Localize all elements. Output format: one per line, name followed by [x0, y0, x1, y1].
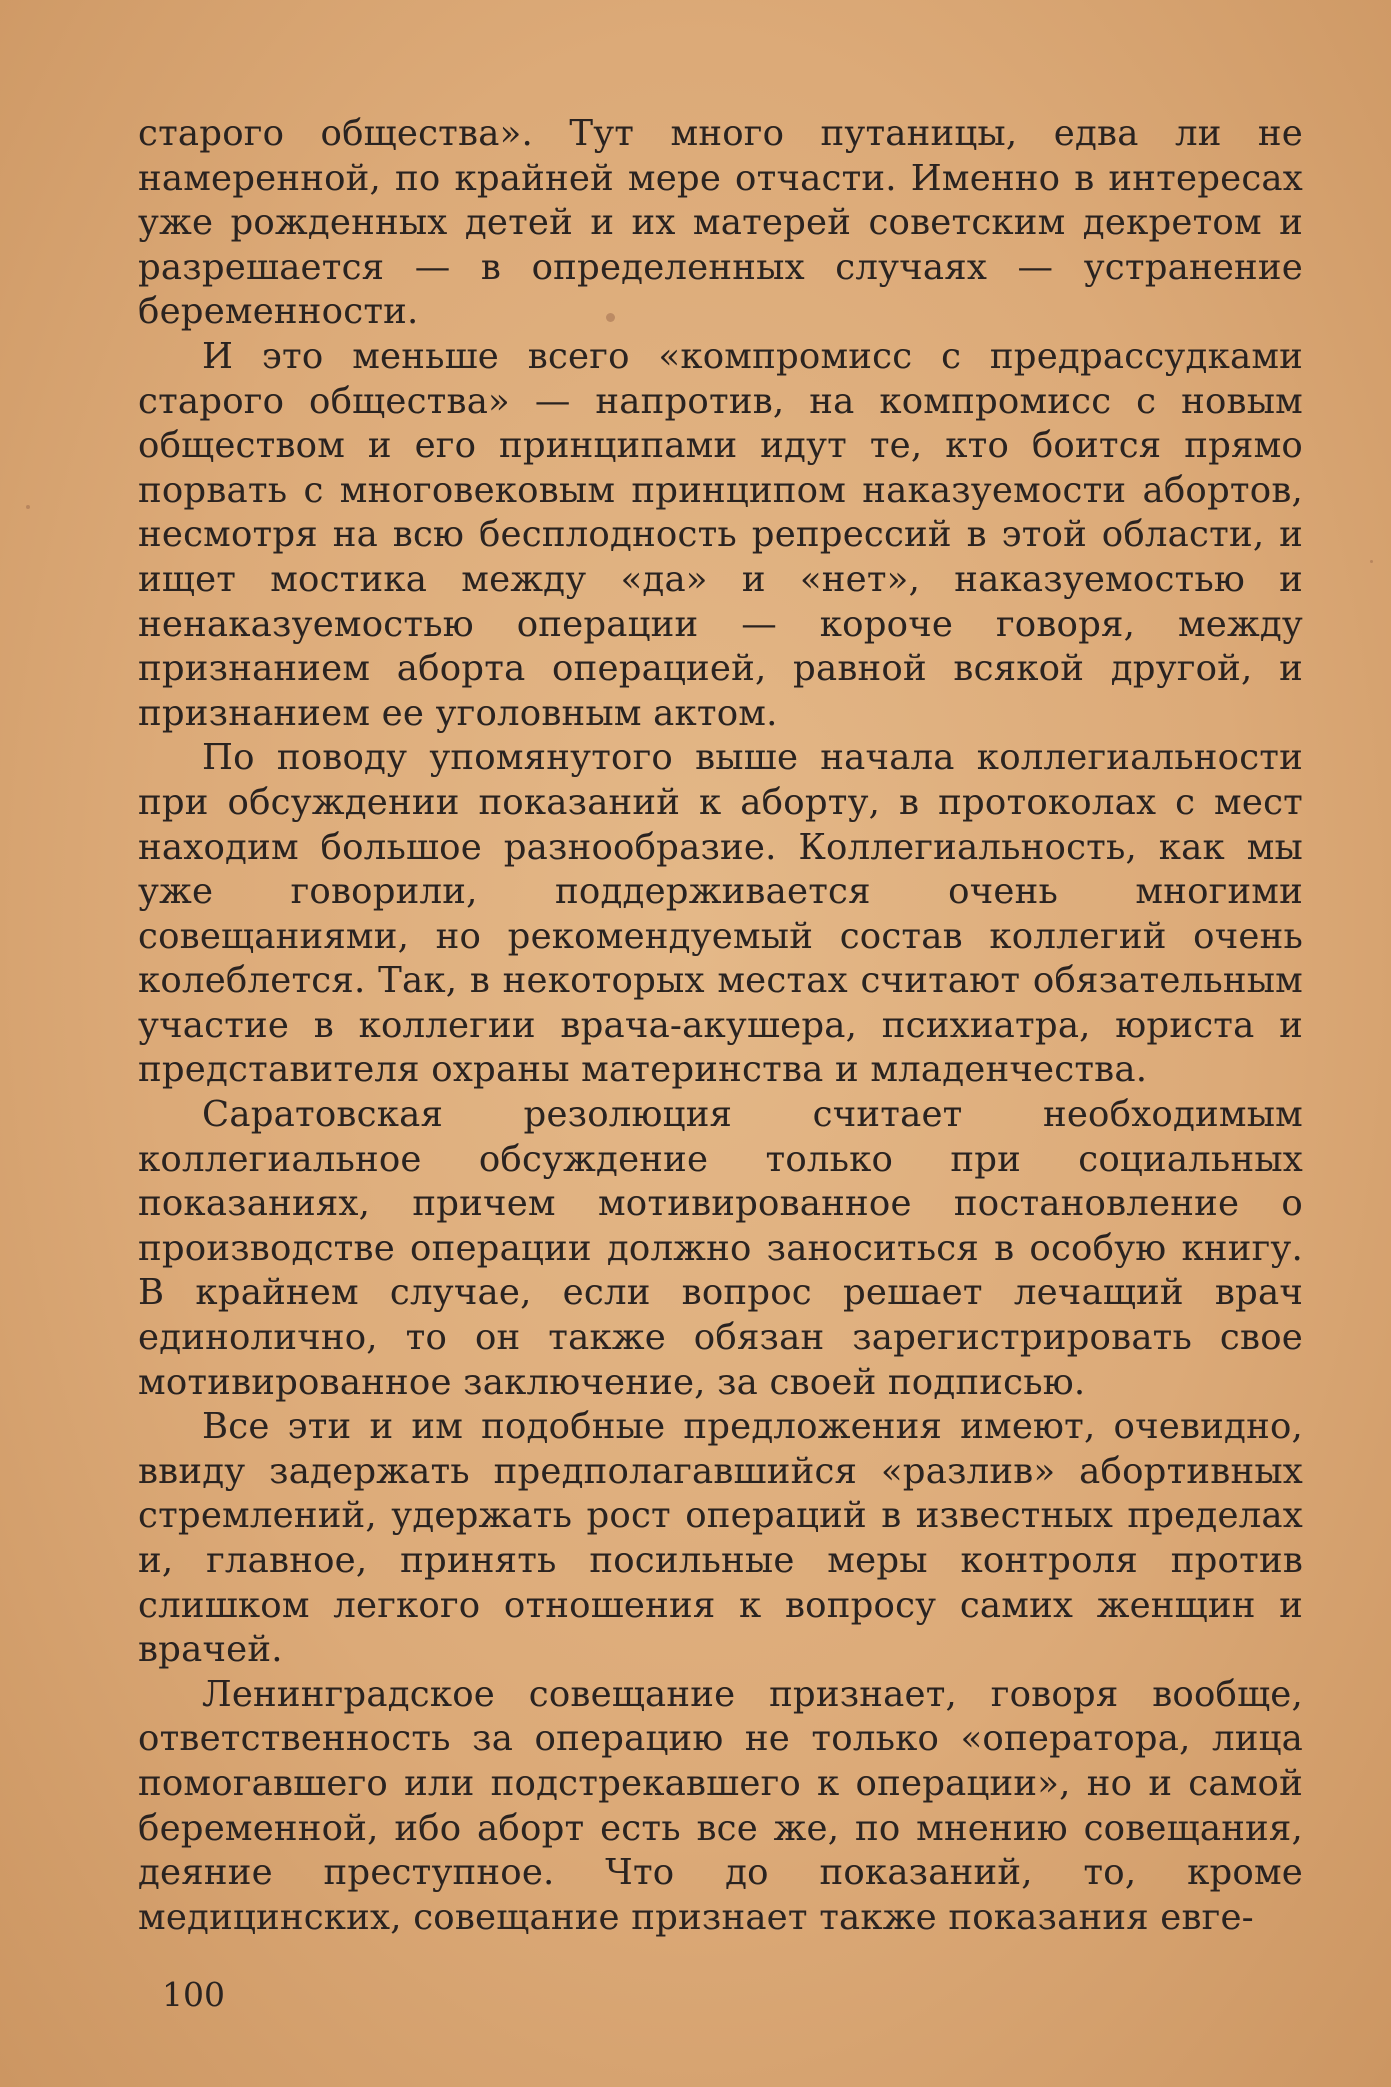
paragraph-4: Саратовская резолюция считает необходимым коллегиальное обсуждение только при социальных показаниях, причем мотивированное постановление о производстве операции должно заноситься в особую книгу. В крайнем случае, если вопрос решает лечащий врач единолично, то он также обязан зарегистрировать свое мотивированное заключение, за своей подписью. — [138, 1094, 1303, 1403]
paragraph-6: Ленинградское совещание признает, говоря вообще, ответственность за операцию не только «оператора, лица помогавшего или подстрекавшего к операции», но и самой беременной, ибо аборт есть все же, по мнению совещания, деяние преступное. Что до показаний, то, кроме медицинских, совещание признает также показания евге- — [138, 1673, 1303, 1938]
paper-speck — [26, 505, 30, 509]
paper-speck — [1370, 560, 1373, 563]
page-number: 100 — [162, 1975, 225, 2014]
paper-speck — [606, 313, 615, 322]
paragraph-1: старого общества». Тут много путаницы, едва ли не намеренной, по крайней мере отчасти. Именно в интересах уже рожденных детей и их матерей советским декретом и разрешается — в определенных случаях — устранение беременности. — [138, 113, 1303, 333]
paragraph-2: И это меньше всего «компромисс с предрассудками старого общества» — напротив, на компромисс с новым обществом и его принципами идут те, кто боится прямо порвать с многовековым принципом наказуемости абортов, несмотря на всю бесплодность репрессий в этой области, и ищет мостика между «да» и «нет», наказуемостью и ненаказуемостью операции — короче говоря, между признанием аборта операцией, равной всякой другой, и признанием ее уголовным актом. — [138, 335, 1303, 734]
paragraph-3: По поводу упомянутого выше начала коллегиальности при обсуждении показаний к аборту, в протоколах с мест находим большое разнообразие. Коллегиальность, как мы уже говорили, поддерживается очень многими совещаниями, но рекомендуемый состав коллегий очень колеблется. Так, в некоторых местах считают обязательным участие в коллегии врача-акушера, психиатра, юриста и представителя охраны материнства и младенчества. — [138, 737, 1303, 1091]
paragraph-5: Все эти и им подобные предложения имеют, очевидно, ввиду задержать предполагавшийся «разлив» абортивных стремлений, удержать рост операций в известных пределах и, главное, принять посильные меры контроля против слишком легкого отношения к вопросу самих женщин и врачей. — [138, 1406, 1303, 1671]
page-text-block — [138, 112, 1303, 1940]
